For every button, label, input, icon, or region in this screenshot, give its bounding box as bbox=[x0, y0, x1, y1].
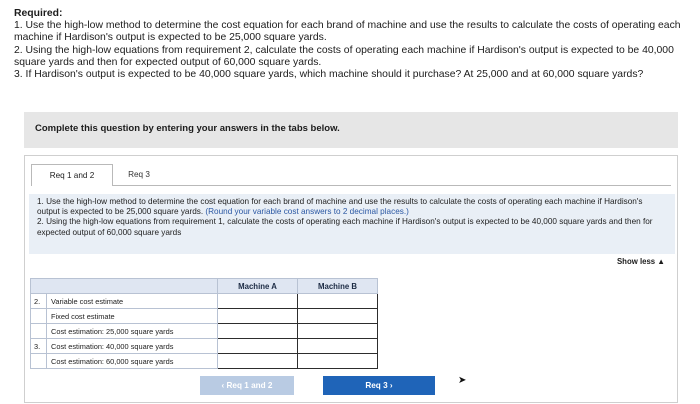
tab-req-1-and-2[interactable]: Req 1 and 2 bbox=[31, 164, 113, 186]
row-label: Cost estimation: 60,000 square yards bbox=[47, 354, 218, 369]
rounding-note: (Round your variable cost answers to 2 decimal places.) bbox=[205, 207, 409, 217]
machine-a-cost-40000-input[interactable] bbox=[218, 339, 298, 354]
row-number bbox=[31, 354, 47, 369]
instruction-p1-main: 1. Use the high-low method to determine the cost equation for each brand of machine and use the results to calculate the costs of operating each machine if Hardison's output is expected to be 25,000 square yards. bbox=[37, 197, 643, 217]
machine-a-variable-cost-input[interactable] bbox=[218, 294, 298, 309]
requirement-instructions bbox=[29, 194, 675, 254]
row-number: 2. bbox=[31, 294, 47, 309]
header-machine-a: Machine A bbox=[218, 279, 298, 294]
row-label: Fixed cost estimate bbox=[47, 309, 218, 324]
table-row bbox=[31, 354, 378, 369]
row-number: 3. bbox=[31, 339, 47, 354]
machine-b-cost-25000-input[interactable] bbox=[298, 324, 378, 339]
header-machine-b: Machine B bbox=[298, 279, 378, 294]
machine-b-cost-40000-input[interactable] bbox=[298, 339, 378, 354]
row-label: Cost estimation: 25,000 square yards bbox=[47, 324, 218, 339]
tab-req-3[interactable]: Req 3 bbox=[128, 170, 150, 179]
answer-table bbox=[30, 278, 378, 369]
table-row bbox=[31, 309, 378, 324]
machine-b-variable-cost-input[interactable] bbox=[298, 294, 378, 309]
machine-a-fixed-cost-input[interactable] bbox=[218, 309, 298, 324]
required-item-2: 2. Using the high-low equations from requirement 2, calculate the costs of operating each machine if Hardison's output is expected to be 40,000 square yards and then for expected output of 60,000 square yards. bbox=[14, 44, 674, 68]
machine-b-cost-60000-input[interactable] bbox=[298, 354, 378, 369]
instruction-banner: Complete this question by entering your answers in the tabs below. bbox=[24, 112, 678, 148]
table-row bbox=[31, 339, 378, 354]
header-blank bbox=[31, 279, 218, 294]
row-label: Cost estimation: 40,000 square yards bbox=[47, 339, 218, 354]
show-less-link[interactable]: Show less ▲ bbox=[616, 257, 665, 266]
question-panel bbox=[24, 155, 678, 403]
prev-req-1-and-2-button[interactable]: ‹ Req 1 and 2 bbox=[200, 376, 294, 395]
row-label: Variable cost estimate bbox=[47, 294, 218, 309]
table-header-row bbox=[31, 279, 378, 294]
mouse-cursor-icon: ➤ bbox=[458, 375, 467, 386]
machine-a-cost-60000-input[interactable] bbox=[218, 354, 298, 369]
row-number bbox=[31, 309, 47, 324]
tab-divider bbox=[31, 185, 671, 186]
required-title: Required: bbox=[14, 8, 63, 19]
machine-b-fixed-cost-input[interactable] bbox=[298, 309, 378, 324]
row-number bbox=[31, 324, 47, 339]
required-item-3: 3. If Hardison's output is expected to be 40,000 square yards, which machine should it purchase? At 25,000 and at 60,000 square yards? bbox=[14, 69, 644, 81]
machine-a-cost-25000-input[interactable] bbox=[218, 324, 298, 339]
table-row bbox=[31, 294, 378, 309]
next-req-3-button[interactable]: Req 3 › bbox=[323, 376, 435, 395]
table-row bbox=[31, 324, 378, 339]
instruction-p1 bbox=[37, 197, 667, 217]
instruction-p2: 2. Using the high-low equations from requirement 1, calculate the costs of operating each machine if Hardison's output is expected to be 40,000 square yards and then for expected output of 60,000 square yards bbox=[37, 217, 653, 237]
required-item-1: 1. Use the high-low method to determine the cost equation for each brand of machine and use the results to calculate the costs of operating each machine if Hardison's output is expected to be 25,000 square yards. bbox=[14, 20, 681, 44]
required-section bbox=[14, 8, 690, 81]
